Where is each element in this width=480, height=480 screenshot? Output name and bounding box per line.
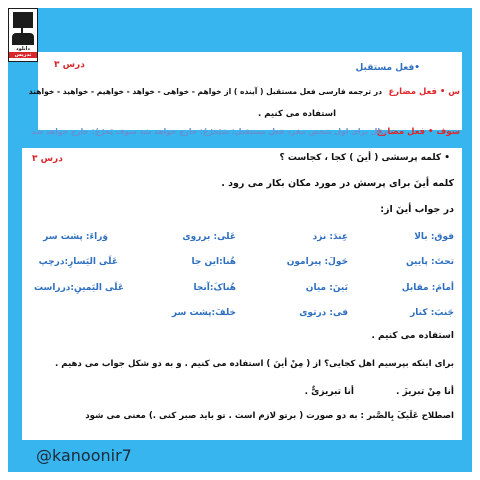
grid-cell: عِندَ: نزد	[312, 232, 348, 242]
lesson-label-top: درس ۳	[54, 60, 85, 70]
row1-text: در ترجمه فارسی فعل مستقبل ( آینده ) از خواهم - خواهی - خواهد - خواهیم - خواهید - خواهند	[28, 87, 382, 96]
grid-cell: وَراءَ: پشت سر	[43, 232, 108, 242]
graduation-cap-icon	[13, 12, 33, 28]
row2-text: استفاده می کنیم .	[258, 109, 336, 119]
row1-label: س • فعل مضارع	[388, 87, 460, 97]
main-line1: کلمه أینَ برای پرسش در مورد مکان بکار می رود .	[221, 178, 454, 189]
logo-text-top: دانلود	[16, 46, 30, 52]
grid-cell: هُناکَ:آنجا	[193, 283, 236, 293]
grid-cell: عَلَی الیَمینِ:درراست	[33, 283, 124, 293]
grid-cell: جَنبَ: کنار	[410, 308, 454, 318]
grid-cell: عَلی: برروی	[182, 232, 236, 242]
section-heading-future: •فعل مستقبل	[355, 63, 420, 73]
row3-label: سوف • فعل مضارع	[376, 127, 460, 137]
graduate-figure-icon	[12, 33, 34, 45]
row3-text: مثال برای اول شخص مفرد فعل مستقبل: سَیَخرُجُ: خارج خواهد شد سوف یَخرُجُ: خارج خواهد شد	[31, 127, 388, 136]
grid-cell: بَینَ: میان	[305, 283, 348, 293]
grid-cell: أمامَ: مقابل	[401, 283, 454, 293]
grid-cell: فی: درتوی	[299, 308, 348, 318]
main-line4: برای اینکه بپرسیم اهل کجایی؟ از ( مِنْ أینَ ) استفاده می کنیم . و به دو شکل جواب می دهیم .	[54, 359, 454, 369]
section-heading-where: • کلمه پرسشی ( أینَ ) کجا ، کجاست ؟	[279, 153, 450, 163]
grid-cell: هُنا:این جا	[191, 257, 236, 267]
lesson-label-main: درس ۳	[32, 154, 63, 164]
main-line2: در جواب أینَ از:	[380, 204, 454, 215]
grid-cell: عَلَی الیَسارِ:درچپ	[38, 257, 118, 267]
answer-example-1: أنا مِنْ تبریزَ .	[396, 387, 454, 397]
logo-text-bottom: تدریس	[9, 52, 37, 58]
site-logo	[8, 8, 38, 62]
grid-cell: حَولَ: پیرامون	[286, 257, 348, 267]
grid-cell: تحتَ: پایین	[405, 257, 454, 267]
answer-example-2: أنا تبریزیٌّ .	[304, 387, 354, 397]
channel-handle: @kanoonir7	[36, 446, 132, 465]
grid-cell: فوق: بالا	[414, 232, 454, 242]
grid-cell: خلفَ:پشت سر	[171, 308, 236, 318]
main-line6: اصطلاح عَلَیکَ بِالصَّبر : به دو صورت ( برتو لازم است . تو باید صبر کنی .) معنی می شود	[85, 411, 454, 421]
main-line3: استفاده می کنیم .	[371, 331, 454, 341]
